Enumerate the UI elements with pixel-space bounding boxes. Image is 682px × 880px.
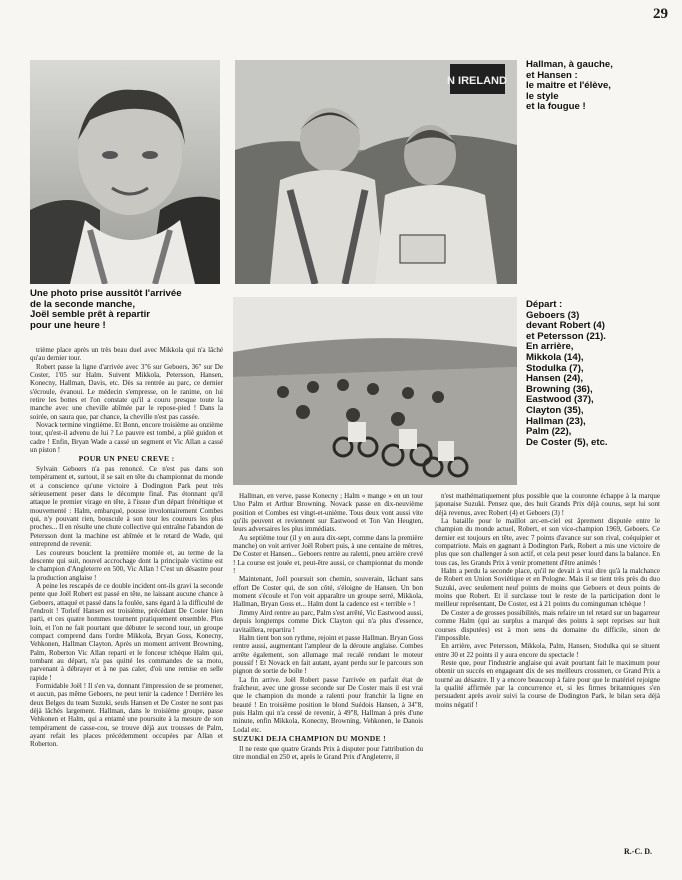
page-number: 29 [653, 6, 668, 22]
paragraph: Jimmy Aird rentre au parc, Palm s'est arrêté, Vic Eastwood aussi, depuis longtemps comme Dick Clayton qui n'a plus d'essence, ravitaillera, repartira ! [233, 608, 423, 634]
caption-line: Mikkola (14), [526, 351, 584, 363]
caption-line: Joël semble prêt à repartir [30, 309, 150, 321]
caption-line: De Coster (5), etc. [526, 436, 608, 448]
section-heading: POUR UN PNEU CREVE : [78, 454, 175, 464]
caption-line: Eastwood (37), [526, 394, 594, 406]
paragraph: Reste que, pour l'industrie anglaise qui avait pourtant fait le maximum pour obtenir un succès en engageant dix de ses meilleurs crossmen, ce Grand Prix a tourné au désastre. Il y a encore beaucoup à faire pour que le matériel rejoigne la qualité affirmée par la concurrence et, si les firmes britanniques s'en persuadent après avoir suivi la course de Dodington Park, le bilan sera déjà moins négatif ! [435, 658, 660, 709]
paragraph: Maintenant, Joël poursuit son chemin, souverain, lâchant sans effort De Coster qui, de son côté, s'éloigne de Hansen. Un bon moment s'écoule et l'on voit apparaître un groupe serré, Mikkola, Hallman, Bryan Goss et... Halm dont la cadence est « terrible » ! [233, 575, 423, 609]
paragraph: A peine les rescapés de ce double incident ont-ils gravi la seconde pente que Joël Robert est passé en tête, ne laissant aucune chance à Geboers, attaqué et passé dans la foulée, sans égard à la difficulté de l'endroit ! Torleif Hansen est troisième, précédant De Coster bien parti, et ces quatre hommes tournent pratiquement ensemble. Plus loin, et l'on ne fait pourtant que débuter le second tour, un groupe compact comprend dans l'ordre Mikkola, Bryan Goss, Konecny, Vehkonen, Hallman Clayton. Après un moment arrivent Browning, Palm, Roberton Vic Allan reparti et le fonceur tchèque Halm qui, tombant au départ, n'a pas quitté les commandes de sa moto, parvenant à débrayer et à ne pas caler, d'où une remise en selle rapide ! [30, 581, 223, 682]
caption-line: Une photo prise aussitôt l'arrivée [30, 288, 182, 299]
paragraph: Novack termine vingtième. Et Bonn, encore troisième au onzième tour, qu'est-il advenu de lui ? Le pauvre est tombé, a plié guidon et cadre ! Enfin, Bryan Wade a cassé un segment et Vic Allan a cassé un piston ! [30, 421, 223, 455]
caption-line: devant Robert (4) [526, 320, 605, 332]
caption-line: Geboers (3) [526, 309, 580, 321]
caption-line: et Petersson (21). [526, 330, 606, 342]
caption-line: En arrière, [526, 341, 574, 353]
caption-hallman-hansen [526, 60, 676, 113]
paragraph: Halm a perdu la seconde place, qu'il ne devait à vrai dire qu'à la malchance de Robert en Union Soviétique et en Pologne. Mais il se tient très près du duo Suzuki, avec seulement neuf points de moins que Geboers et deux points de moins que Robert. Et il surclasse tout le reste de la participation dont le meilleur représentant, De Coster, est à 21 points du cominguman tchèque ! [435, 567, 660, 609]
section-heading: SUZUKI DEJA CHAMPION DU MONDE ! [233, 733, 386, 743]
caption-line: Départ : [526, 299, 563, 310]
paragraph: Au septième tour (il y en aura dix-sept, comme dans la première manche) on voit arriver Joël Robert puis, à une centaine de mètres, De Coster et Hansen... Geboers rentre au ralenti, pneu arrière crevé ! La course est jouée et, peut-être aussi, ce championnat du monde ! [233, 533, 423, 576]
author-signature: R.-C. D. [624, 847, 652, 856]
banner-text: N IRELAND [447, 75, 507, 87]
paragraph: En arrière, avec Petersson, Mikkola, Palm, Hansen, Stodulka qui se situent entre 30 et 22 points il y aura encore du spectacle ! [435, 642, 660, 659]
paragraph: La fin arrive. Joël Robert passe l'arrivée en parfait état de fraîcheur, avec une grosse seconde sur De Coster mais il est vrai que le champion du monde a ralenti pour franchir la ligne en beauté ! En troisième position le blond Suédois Hansen, à 34"8, puis Halm qui n'a cessé de revenir, à 49"8, Hallman à près d'une minute, enfin Mikkola, Konecny, Browning, Vehkonen, le Danois Lodal etc. [233, 675, 423, 734]
paragraph: Robert passe la ligne d'arrivée avec 3"6 sur Geboers, 36" sur De Coster, 1'05 sur Halm. Suivent Mikkola, Petersson, Hansen, Konecny, Hallman, Davis, etc. Dès sa rentrée au parc, ce dernier s'écroule, évanoui. Le médecin s'empresse, on le ranime, on lui retire les bottes et l'on constate qu'il a couru presque toute la manche avec une cheville abîmée par le repose-pied ! Dans la soirée, on saura que, par chance, la cheville n'est pas cassée. [30, 362, 223, 421]
article-column-1 [30, 346, 223, 856]
caption-line: Hallman (23), [526, 415, 586, 427]
article-column-3 [435, 492, 660, 842]
paragraph: De Coster a de grosses possibilités, mais refaire un tel retard sur un bagarreur comme Halm (qui au surplus a marqué des points à sept reprises sur huit courses disputées) est à mon sens du domaine du difficile, sinon de l'impossible. [435, 608, 660, 642]
caption-line: pour une heure ! [30, 319, 106, 331]
caption-line: le maitre et l'élève, [526, 80, 611, 92]
caption-line: Palm (22), [526, 426, 572, 438]
paragraph: Formidable Joël ! Il s'en va, donnant l'impression de se promener, et aucun, pas même Geboers, ne peut tenir la cadence ! Derrière les deux Belges du team Suzuki, seuls Hansen et De Coster ne sont pas déjà lâchés largement. Hallman, dans le troisième groupe, passe Vehkonen et Halm, qui a entamé une poursuite à la mesure de son tempérament de casse-cou, se trouve déjà aux trousses de Palm, ayant refait les places précédemment occupées par Allan et Roberton. [30, 682, 223, 749]
caption-line: Browning (36), [526, 383, 593, 395]
hallman-hansen-photo [235, 60, 517, 284]
caption-line: et Hansen : [526, 69, 578, 81]
caption-line: Hansen (24), [526, 373, 584, 385]
paragraph: Hallman, en verve, passe Konecny ; Halm « mange » en un tour Uno Palm et Arthur Browning. Novack passe en dix-neuvième position et Combes est vingt-et-unième. Tous deux vont aussi vite qu'ils peuvent et reviennent sur Eastwood et Ton Van Heugten, leurs adversaires les plus immédiats. [233, 492, 423, 534]
paragraph: Sylvain Geboers n'a pas renoncé. Ce n'est pas dans son tempérament et, surtout, il se sait en tête du championnat du monde et a conscience qu'une victoire à Dodington Park peut très sérieusement peser dans le décompte final. Pas étonnant qu'il attaque le premier virage en tête, à l'issue d'un départ frénétique et mouvementé : Halm, embarqué, pousse involontairement Combes qui, n'y pouvant rien, bouscule à son tour les coureurs les plus proches... Il en résulte une chute collective qui entraîne l'abandon de Petersson dont la machine est abîmée et le retard de Wade, qui entreprend de revenir. [30, 465, 223, 549]
caption-line: Clayton (35), [526, 404, 584, 416]
article-column-2 [233, 492, 423, 862]
portrait-photo [30, 60, 220, 284]
caption-line: Stodulka (7), [526, 362, 584, 374]
paragraph: La bataille pour le maillot arc-en-ciel est âprement disputée entre le champion du monde actuel, Robert, et son vice-champion 1969, Geboers. Ce dernier est toujours en tête, avec 7 points d'avance sur son rival, coéquipier et compatriote. Mais en gagnant à Dodington Park, Robert a mis une victoire de plus que son challenger à son actif, et cela peut peser lourd dans la balance. En tous cas, les Grands Prix à venir promettent d'être animés ! [435, 517, 660, 567]
paragraph: Les coureurs bouclent la première montée et, au terme de la descente qui suit, nouvel accrochage dont la principale victime est le champion d'Angleterre en 500, Vic Allan ! C'est un désastre pour la production anglaise ! [30, 548, 223, 582]
caption-portrait [30, 289, 230, 331]
paragraph: trième place après un très beau duel avec Mikkola qui n'a lâché qu'au dernier tour. [30, 346, 223, 363]
paragraph: Il ne reste que quatre Grands Prix à disputer pour l'attribution du titre mondial en 250 et, après le Grand Prix d'Angleterre, il [233, 744, 423, 761]
caption-line: de la seconde manche, [30, 298, 136, 310]
caption-line: le style [526, 90, 559, 102]
caption-depart [526, 300, 676, 448]
race-start-photo [233, 297, 517, 485]
caption-line: et la fougue ! [526, 101, 586, 113]
caption-line: Hallman, à gauche, [526, 59, 613, 70]
paragraph: n'est mathématiquement plus possible que la couronne échappe à la marque japonaise Suzuki. Pensez que, des huit Grands Prix déjà courus, sept lui sont déjà revenus, avec Robert (4) et Geboers (3) ! [435, 492, 660, 517]
paragraph: Halm tient bon son rythme, rejoint et passe Hallman. Bryan Goss rentre aussi, augmentant l'ampleur de la déroute anglaise. Combes arrête également, son allumage mal recalé rendant le moteur poussif ! Et Novack en fait autant, ayant perdu sur le parcours son pignon de sortie de boîte ! [233, 633, 423, 676]
